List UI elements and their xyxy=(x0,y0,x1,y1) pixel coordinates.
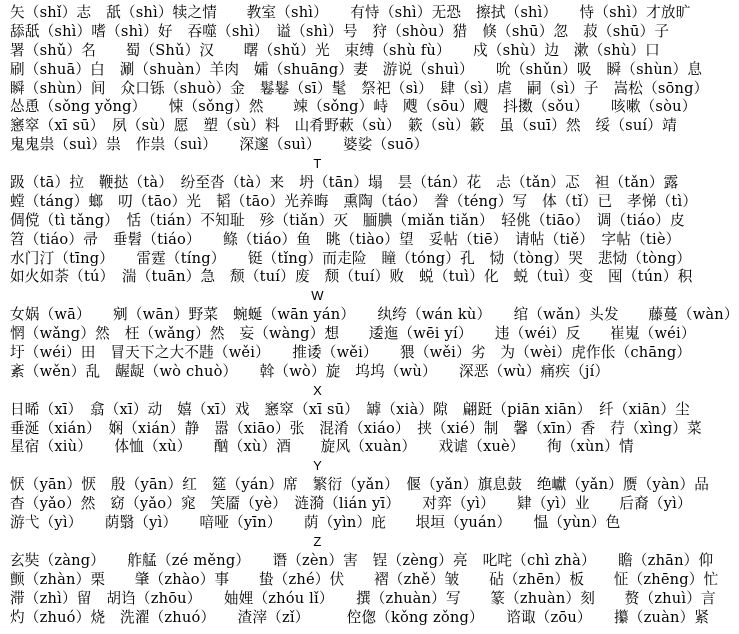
vocab-line: 圩（wéi）田 冒天下之大不韪（wěi） 推诿（wěi） 猥（wěi）劣 为（wèi）虎作伥（chāng） xyxy=(10,344,692,362)
vocab-line: 恹（yān）恹 殷（yān）红 筵（yán）席 繁衍（yǎn） 偃（yǎn）旗息鼓 绝巘（yǎn）赝（yàn）品 xyxy=(10,476,710,494)
vocab-line: 惘（wǎng）然 枉（wǎng）然 妄（wàng）想 逶迤（wēi yí） 违（wéi）反 崔嵬（wéi） xyxy=(10,325,696,343)
vocab-line: 颤（zhàn）栗 肇（zhào）事 蛰（zhé）伏 褶（zhě）皱 砧（zhēn）板 怔（zhēng）忙 xyxy=(10,570,719,588)
section-x xyxy=(10,400,702,458)
vocab-line: 杳（yǎo）然 窈（yǎo）窕 笑靥（yè） 涟漪（lián yī） 对弈（yì） 肄（yì）业 后裔（yì） xyxy=(10,495,692,513)
vocab-line: 女娲（wā） 剜（wān）野菜 蜿蜒（wān yán） 纨绔（wán kù） 绾（wǎn）头发 藤蔓（wàn） xyxy=(10,306,739,324)
vocab-line: 如火如荼（tú） 湍（tuān）急 颓（tuí）废 颓（tuí）败 蜕（tuì）化 蜕（tuì）变 囤（tún）积 xyxy=(10,268,693,286)
vocab-line: 笤（tiáo）帚 垂髫（tiáo） 鲦（tiáo）鱼 眺（tiào）望 妥帖（tiē） 请帖（tiě） 字帖（tiè） xyxy=(10,230,681,248)
vocab-line: 窸窣（xī sū） 夙（sù）愿 塑（sù）料 山肴野蔌（sù） 簌（sù）簌 虽（suī）然 绥（suí）靖 xyxy=(10,117,677,135)
vocab-line: 灼（zhuó）烧 洗濯（zhuó） 渣滓（zǐ） 倥偬（kǒng zǒng） 谘诹（zōu） 攥（zuàn）紧 xyxy=(10,608,710,626)
vocab-line: 水门汀（tīng） 雷霆（tíng） 铤（tǐng）而走险 瞳（tóng）孔 恸（tòng）哭 悲恸（tòng） xyxy=(10,249,692,267)
vocab-line: 矢（shǐ）志 舐（shì）犊之情 教室（shì） 有恃（shì）无恐 擦拭（shì） 恃（shì）才放旷 xyxy=(10,4,691,21)
vocab-line: 紊（wěn）乱 龌龊（wò chuò） 斡（wò）旋 坞坞（wù） 深恶（wù）痛疾（jí） xyxy=(10,362,610,380)
letter-heading-t: T xyxy=(313,156,322,172)
section-w xyxy=(10,306,739,382)
section-t xyxy=(10,174,698,287)
section-y xyxy=(10,476,710,533)
letter-heading-z: Z xyxy=(313,533,322,549)
vocab-line: 星宿（xiù） 体恤（xù） 酗（xù）酒 旋风（xuàn） 戏谑（xuè） 徇（xùn）情 xyxy=(10,438,634,456)
vocab-line: 玄奘（zàng） 舴艋（zé měng） 谮（zèn）害 锃（zèng）亮 叱咤（chì zhà） 瞻（zhān）仰 xyxy=(10,551,714,569)
vocab-line: 署（shǔ）名 蜀（Shǔ）汉 曙（shǔ）光 束缚（shù fù） 戍（shù）边 漱（shù）口 xyxy=(10,41,660,59)
section-s xyxy=(10,4,709,155)
vocab-line: 倜傥（tì tǎng） 恬（tián）不知耻 殄（tiǎn）灭 腼腆（miǎn tiǎn） 轻佻（tiāo） 调（tiáo）皮 xyxy=(10,211,685,229)
vocab-line: 瞬（shùn）间 众口铄（shuò）金 鬈鬈（sī）髦 祭祀（sì） 肆（sì）虐 嗣（sì）子 嵩松（sōng） xyxy=(10,79,709,97)
section-z xyxy=(10,551,719,628)
vocab-line: 刷（shuā）白 涮（shuàn）羊肉 孀（shuāng）妻 游说（shuì） 吮（shǔn）吸 瞬（shùn）息 xyxy=(10,60,703,78)
vocab-line: 鬼鬼祟（suì）祟 作祟（suì） 深邃（suì） 婆娑（suō） xyxy=(10,136,429,154)
letter-heading-w: W xyxy=(311,288,324,304)
vocab-line: 滞（zhì）留 胡诌（zhōu） 妯娌（zhóu lǐ） 撰（zhuàn）写 篆（zhuàn）刻 赘（zhuì）言 xyxy=(10,589,716,607)
letter-heading-x: X xyxy=(313,382,322,398)
letter-heading-y: Y xyxy=(313,458,322,474)
vocab-line: 趿（tā）拉 鞭挞（tà） 纷至沓（tà）来 坍（tān）塌 昙（tán）花 忐（tǎn）忑 袒（tǎn）露 xyxy=(10,174,679,192)
vocab-line: 舔舐（shì）嗜（shì）好 吞噬（shì） 谥（shì）号 狩（shòu）猎 倏（shū）忽 菽（shū）子 xyxy=(10,22,670,40)
vocab-line: 怂恿（sǒng yǒng） 悚（sǒng）然 竦（sǒng）峙 飕（sōu）飕 抖擞（sǒu） 咳嗽（sòu） xyxy=(10,98,697,116)
vocab-line: 游弋（yì） 荫翳（yì） 喑哑（yīn） 荫（yìn）庇 垠垣（yuán） 愠（yùn）色 xyxy=(10,514,621,532)
vocab-line: 螳（táng）螂 叨（tāo）光 韬（tāo）光养晦 熏陶（táo） 誊（téng）写 体（tǐ）已 孝悌（tì） xyxy=(10,192,698,210)
vocab-line: 垂涎（xián） 娴（xián）静 嚣（xiāo）张 混淆（xiáo） 挟（xié）制 馨（xīn）香 荇（xìng）菜 xyxy=(10,419,702,437)
vocab-line: 日晞（xī） 翕（xī）动 嬉（xī）戏 窸窣（xī sū） 罅（xià）隙 翩跹（piān xiān） 纤（xiān）尘 xyxy=(10,400,690,418)
